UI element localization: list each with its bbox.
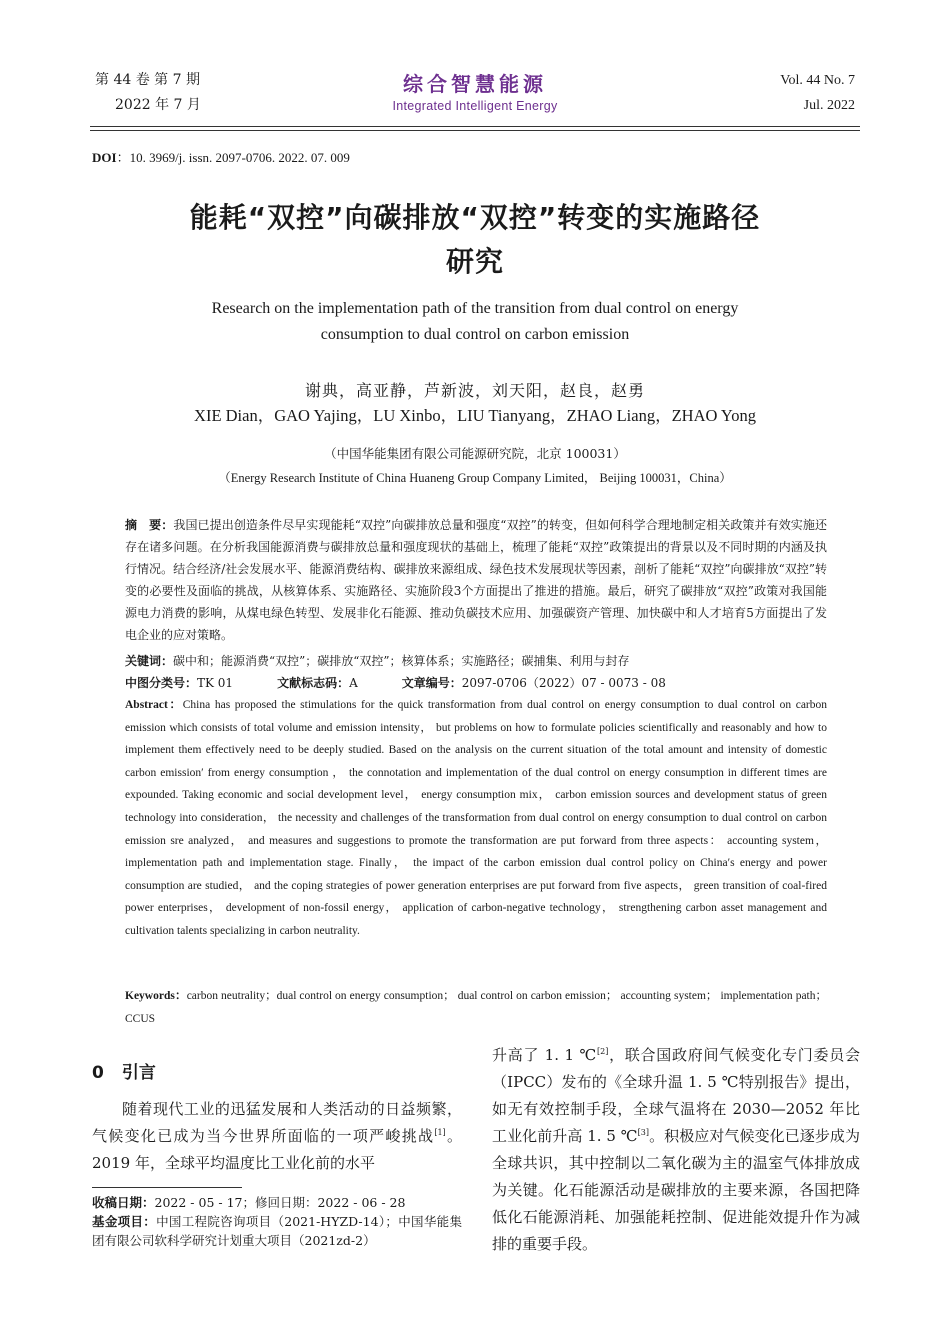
abstract-cn-label: 摘 要： <box>125 518 174 532</box>
abstract-en <box>125 694 827 943</box>
date-cn: 2022 年 7 月 <box>115 97 201 113</box>
date-en: Jul. 2022 <box>803 98 855 113</box>
keywords-en-text: carbon neutrality；dual control on energy consumption； dual control on carbon emission； accounting system； implementation path；CCUS <box>125 990 827 1025</box>
keywords-cn <box>125 650 827 672</box>
journal-name-cn: 综合智慧能源 <box>403 72 547 96</box>
authors-en: XIE Dian，GAO Yajing，LU Xinbo，LIU Tianyang，ZHAO Liang，ZHAO Yong <box>194 406 756 425</box>
keywords-cn-text: 碳中和；能源消费“双控”；碳排放“双控”；核算体系；实施路径；碳捕集、利用与封存 <box>173 654 630 668</box>
section-heading <box>92 1058 174 1083</box>
keywords-en <box>125 985 827 1030</box>
title-en <box>150 296 800 348</box>
body-right-text-a: 升高了 1. 1 ℃ <box>492 1046 598 1064</box>
body-left-text-a: 随着现代工业的迅猛发展和人类活动的日益频繁，气候变化已成为当今世界所面临的一项严峻挑战 <box>92 1100 462 1145</box>
doi-value: ：10. 3969/j. issn. 2097-0706. 2022. 07. 009 <box>116 150 350 165</box>
abstract-cn-text: 我国已提出创造条件尽早实现能耗“双控”向碳排放总量和强度“双控”的转变，但如何科学合理地制定相关政策并有效实施还存在诸多问题。在分析我国能源消费与碳排放总量和强度现状的基础上，梳理了能耗“双控”政策提出的背景以及不同时期的内涵及执行情况。结合经济/社会发展水平、能源消费结构、碳排放来源组成、绿色技术发展现状等因素，剖析了能耗“双控”向碳排放“双控”转变的必要性及面临的挑战，从核算体系、实施路径、实施阶段3个方面提出了推进的措施。最后，研究了碳排放“双控”政策对我国能源电力消费的影响，从煤电绿色转型、发展非化石能源、推动负碳技术应用、加强碳资产管理、加快碳中和人才培育5方面提出了发电企业的应对策略。 <box>125 518 827 642</box>
body-right-column <box>492 1042 860 1258</box>
doc-code-label: 文献标志码： <box>277 676 350 690</box>
title-en-line1: Research on the implementation path of the transition from dual control on energy <box>211 300 739 317</box>
citation-2[interactable]: [2] <box>597 1047 609 1056</box>
title-cn-line2: 研究 <box>445 245 504 278</box>
body-left-text-b: 。2019 年，全球平均温度比工业化前的水平 <box>92 1127 462 1172</box>
footnote-dates <box>92 1193 462 1212</box>
header-rule <box>90 126 860 127</box>
clc-label: 中图分类号： <box>125 676 198 690</box>
body-right-text-b: ，联合国政府间气候变化专门委员会（IPCC）发布的《全球升温 1. 5 ℃特别报告》提出，如无有效控制手段，全球气温将在 2030—2052 年比工业化前升高 1. 5 ℃ <box>492 1046 860 1145</box>
citation-3[interactable]: [3] <box>637 1128 649 1137</box>
abstract-cn <box>125 514 827 646</box>
keywords-cn-label: 关键词： <box>125 654 174 668</box>
footnote <box>92 1193 462 1250</box>
title-cn-line1: 能耗“双控”向碳排放“双控”转变的实施路径 <box>189 201 761 234</box>
section-title: 引言 <box>121 1063 156 1083</box>
authors-cn: 谢典，高亚静，芦新波，刘天阳，赵良，赵勇 <box>304 381 645 400</box>
doc-code-value: A <box>349 676 358 690</box>
article-id-label: 文章编号： <box>401 676 462 690</box>
footnote-fund-label: 基金项目： <box>92 1214 157 1229</box>
footnote-dates-value: 2022 - 05 - 17；修回日期：2022 - 06 - 28 <box>154 1195 406 1210</box>
keywords-en-label: Keywords： <box>125 990 187 1002</box>
footnote-fund-value: 中国工程院咨询项目（2021-HYZD-14）；中国华能集团有限公司软科学研究计划重大项目（2021zd-2） <box>92 1214 462 1248</box>
footnote-rule <box>92 1187 242 1188</box>
citation-1[interactable]: [1] <box>434 1128 446 1137</box>
body-left-column <box>92 1096 462 1177</box>
article-id-value: 2097-0706（2022）07 - 0073 - 08 <box>461 676 666 690</box>
doi-line <box>92 147 350 166</box>
affiliation-cn: （中国华能集团有限公司能源研究院，北京 100031） <box>324 446 626 461</box>
header-volume-info-en <box>780 68 855 118</box>
classification-line <box>125 672 827 694</box>
affiliation-en: （Energy Research Institute of China Huaneng Group Company Limited， Beijing 100031，China） <box>218 471 732 485</box>
footnote-fund <box>92 1212 462 1250</box>
body-right-text-c: 。积极应对气候变化已逐步成为全球共识，其中控制以二氧化碳为主的温室气体排放成为关键。化石能源活动是碳排放的主要来源，各国把降低化石能源消耗、加强能耗控制、促进能效提升作为减排的重要手段。 <box>492 1127 860 1253</box>
clc-value: TK 01 <box>197 676 234 690</box>
section-number: 0 <box>92 1063 104 1083</box>
doi-label: DOI <box>92 150 117 165</box>
abstract-en-label: Abstract： <box>125 699 183 711</box>
volume-cn: 第 44 卷 第 7 期 <box>95 72 200 88</box>
title-cn <box>0 196 950 284</box>
footnote-dates-label: 收稿日期： <box>92 1195 155 1210</box>
volume-en: Vol. 44 No. 7 <box>780 73 855 88</box>
abstract-en-text: China has proposed the stimulations for the quick transformation from dual control on energy consumption to dual control on carbon emission which consists of total volume and emission intensity， but problems on how to formulate policies scientifically and reasonably and how to implement them effectively need to be deeply studied. Based on the analysis on the current situation of the total amount and intensity of domestic carbon emission′ from energy consumption ， the connotation and implementation of the dual control on energy consumption in different times are expounded. Taking economic and social development level， energy consumption mix， carbon emission sources and development status of green technology into consideration， the necessity and challenges of the transformation from dual control on energy consumption to dual control on carbon emission sre analyzed， and measures and suggestions to promote the transformation are put forward from three aspects： accounting system， implementation path and implementation stage. Finally， the impact of the carbon emission dual control policy on China′s energy and power consumption are studied， and the coping strategies of power generation enterprises are put forward from five aspects， green transition of coal-fired power enterprises， development of non-fossil energy， application of carbon-negative technology， strengthening carbon asset management and cultivation talents specializing in carbon neutrality. <box>125 699 828 937</box>
journal-name-en: Integrated Intelligent Energy <box>392 99 558 113</box>
header-rule-thin <box>90 130 860 131</box>
title-en-line2: consumption to dual control on carbon emission <box>320 326 630 343</box>
